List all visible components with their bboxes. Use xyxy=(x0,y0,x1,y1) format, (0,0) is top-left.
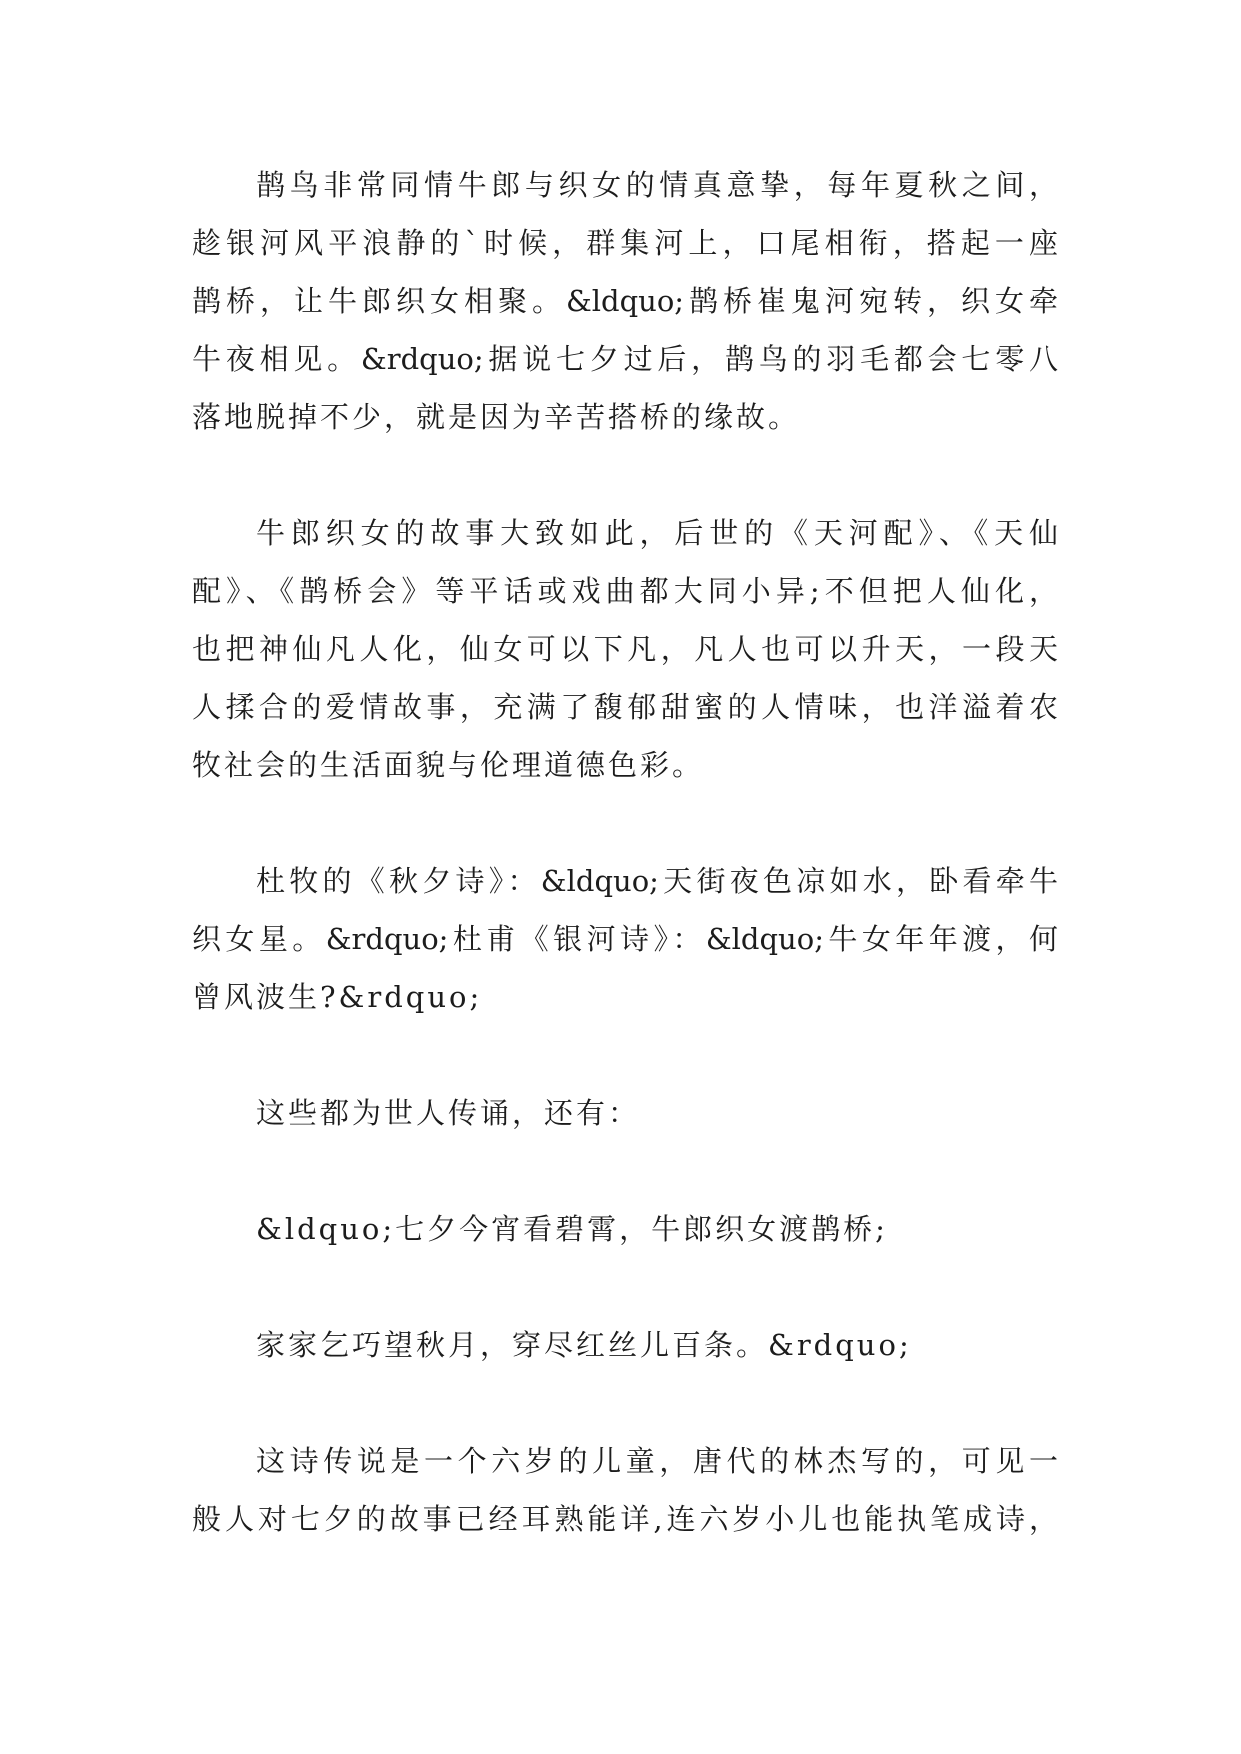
paragraph-poems-quotes xyxy=(192,852,1058,1026)
text-line: 鹊桥，让牛郎织女相聚。&ldquo;鹊桥崔鬼河宛转，织女牵 xyxy=(192,284,1058,318)
paragraph-gap xyxy=(192,1374,1058,1432)
text-line: 人揉合的爱情故事，充满了馥郁甜蜜的人情味，也洋溢着农 xyxy=(192,690,1058,724)
text-line: 牛郎织女的故事大致如此，后世的《天河配》、《天仙 xyxy=(256,516,1058,550)
paragraph-gap xyxy=(192,794,1058,852)
text-line: &ldquo;七夕今宵看碧霄，牛郎织女渡鹊桥; xyxy=(256,1212,888,1246)
text-line: 杜牧的《秋夕诗》：&ldquo;天街夜色凉如水，卧看牵牛 xyxy=(256,864,1058,898)
text-line: 配》、《鹊桥会》等平话或戏曲都大同小异;不但把人仙化， xyxy=(192,574,1058,608)
paragraph-gap xyxy=(192,1142,1058,1200)
paragraph-gap xyxy=(192,1026,1058,1084)
text-line: 般人对七夕的故事已经耳熟能详,连六岁小儿也能执笔成诗， xyxy=(192,1502,1058,1536)
text-line: 牧社会的生活面貌与伦理道德色彩。 xyxy=(192,748,705,782)
paragraph-magpie-bridge xyxy=(192,156,1058,446)
poem-line-2 xyxy=(192,1316,1058,1374)
text-line: 鹊鸟非常同情牛郎与织女的情真意挚，每年夏秋之间， xyxy=(256,168,1058,202)
paragraph-child-poet xyxy=(192,1432,1058,1548)
text-line: 家家乞巧望秋月，穿尽红丝儿百条。&rdquo; xyxy=(256,1328,912,1362)
text-line: 这诗传说是一个六岁的儿童，唐代的林杰写的，可见一 xyxy=(256,1444,1058,1478)
paragraph-also xyxy=(192,1084,1058,1142)
paragraph-later-works xyxy=(192,504,1058,794)
text-line: 曾风波生?&rdquo; xyxy=(192,980,483,1014)
document-body xyxy=(192,156,1058,1548)
text-line: 也把神仙凡人化，仙女可以下凡，凡人也可以升天，一段天 xyxy=(192,632,1058,666)
text-line: 落地脱掉不少，就是因为辛苦搭桥的缘故。 xyxy=(192,400,801,434)
paragraph-gap xyxy=(192,446,1058,504)
text-line: 趁银河风平浪静的`时候，群集河上，口尾相衔，搭起一座 xyxy=(192,226,1058,260)
text-line: 牛夜相见。&rdquo;据说七夕过后，鹊鸟的羽毛都会七零八 xyxy=(192,342,1058,376)
text-line: 这些都为世人传诵，还有： xyxy=(256,1096,641,1130)
text-line: 织女星。&rdquo;杜甫《银河诗》：&ldquo;牛女年年渡，何 xyxy=(192,922,1058,956)
paragraph-gap xyxy=(192,1258,1058,1316)
poem-line-1 xyxy=(192,1200,1058,1258)
